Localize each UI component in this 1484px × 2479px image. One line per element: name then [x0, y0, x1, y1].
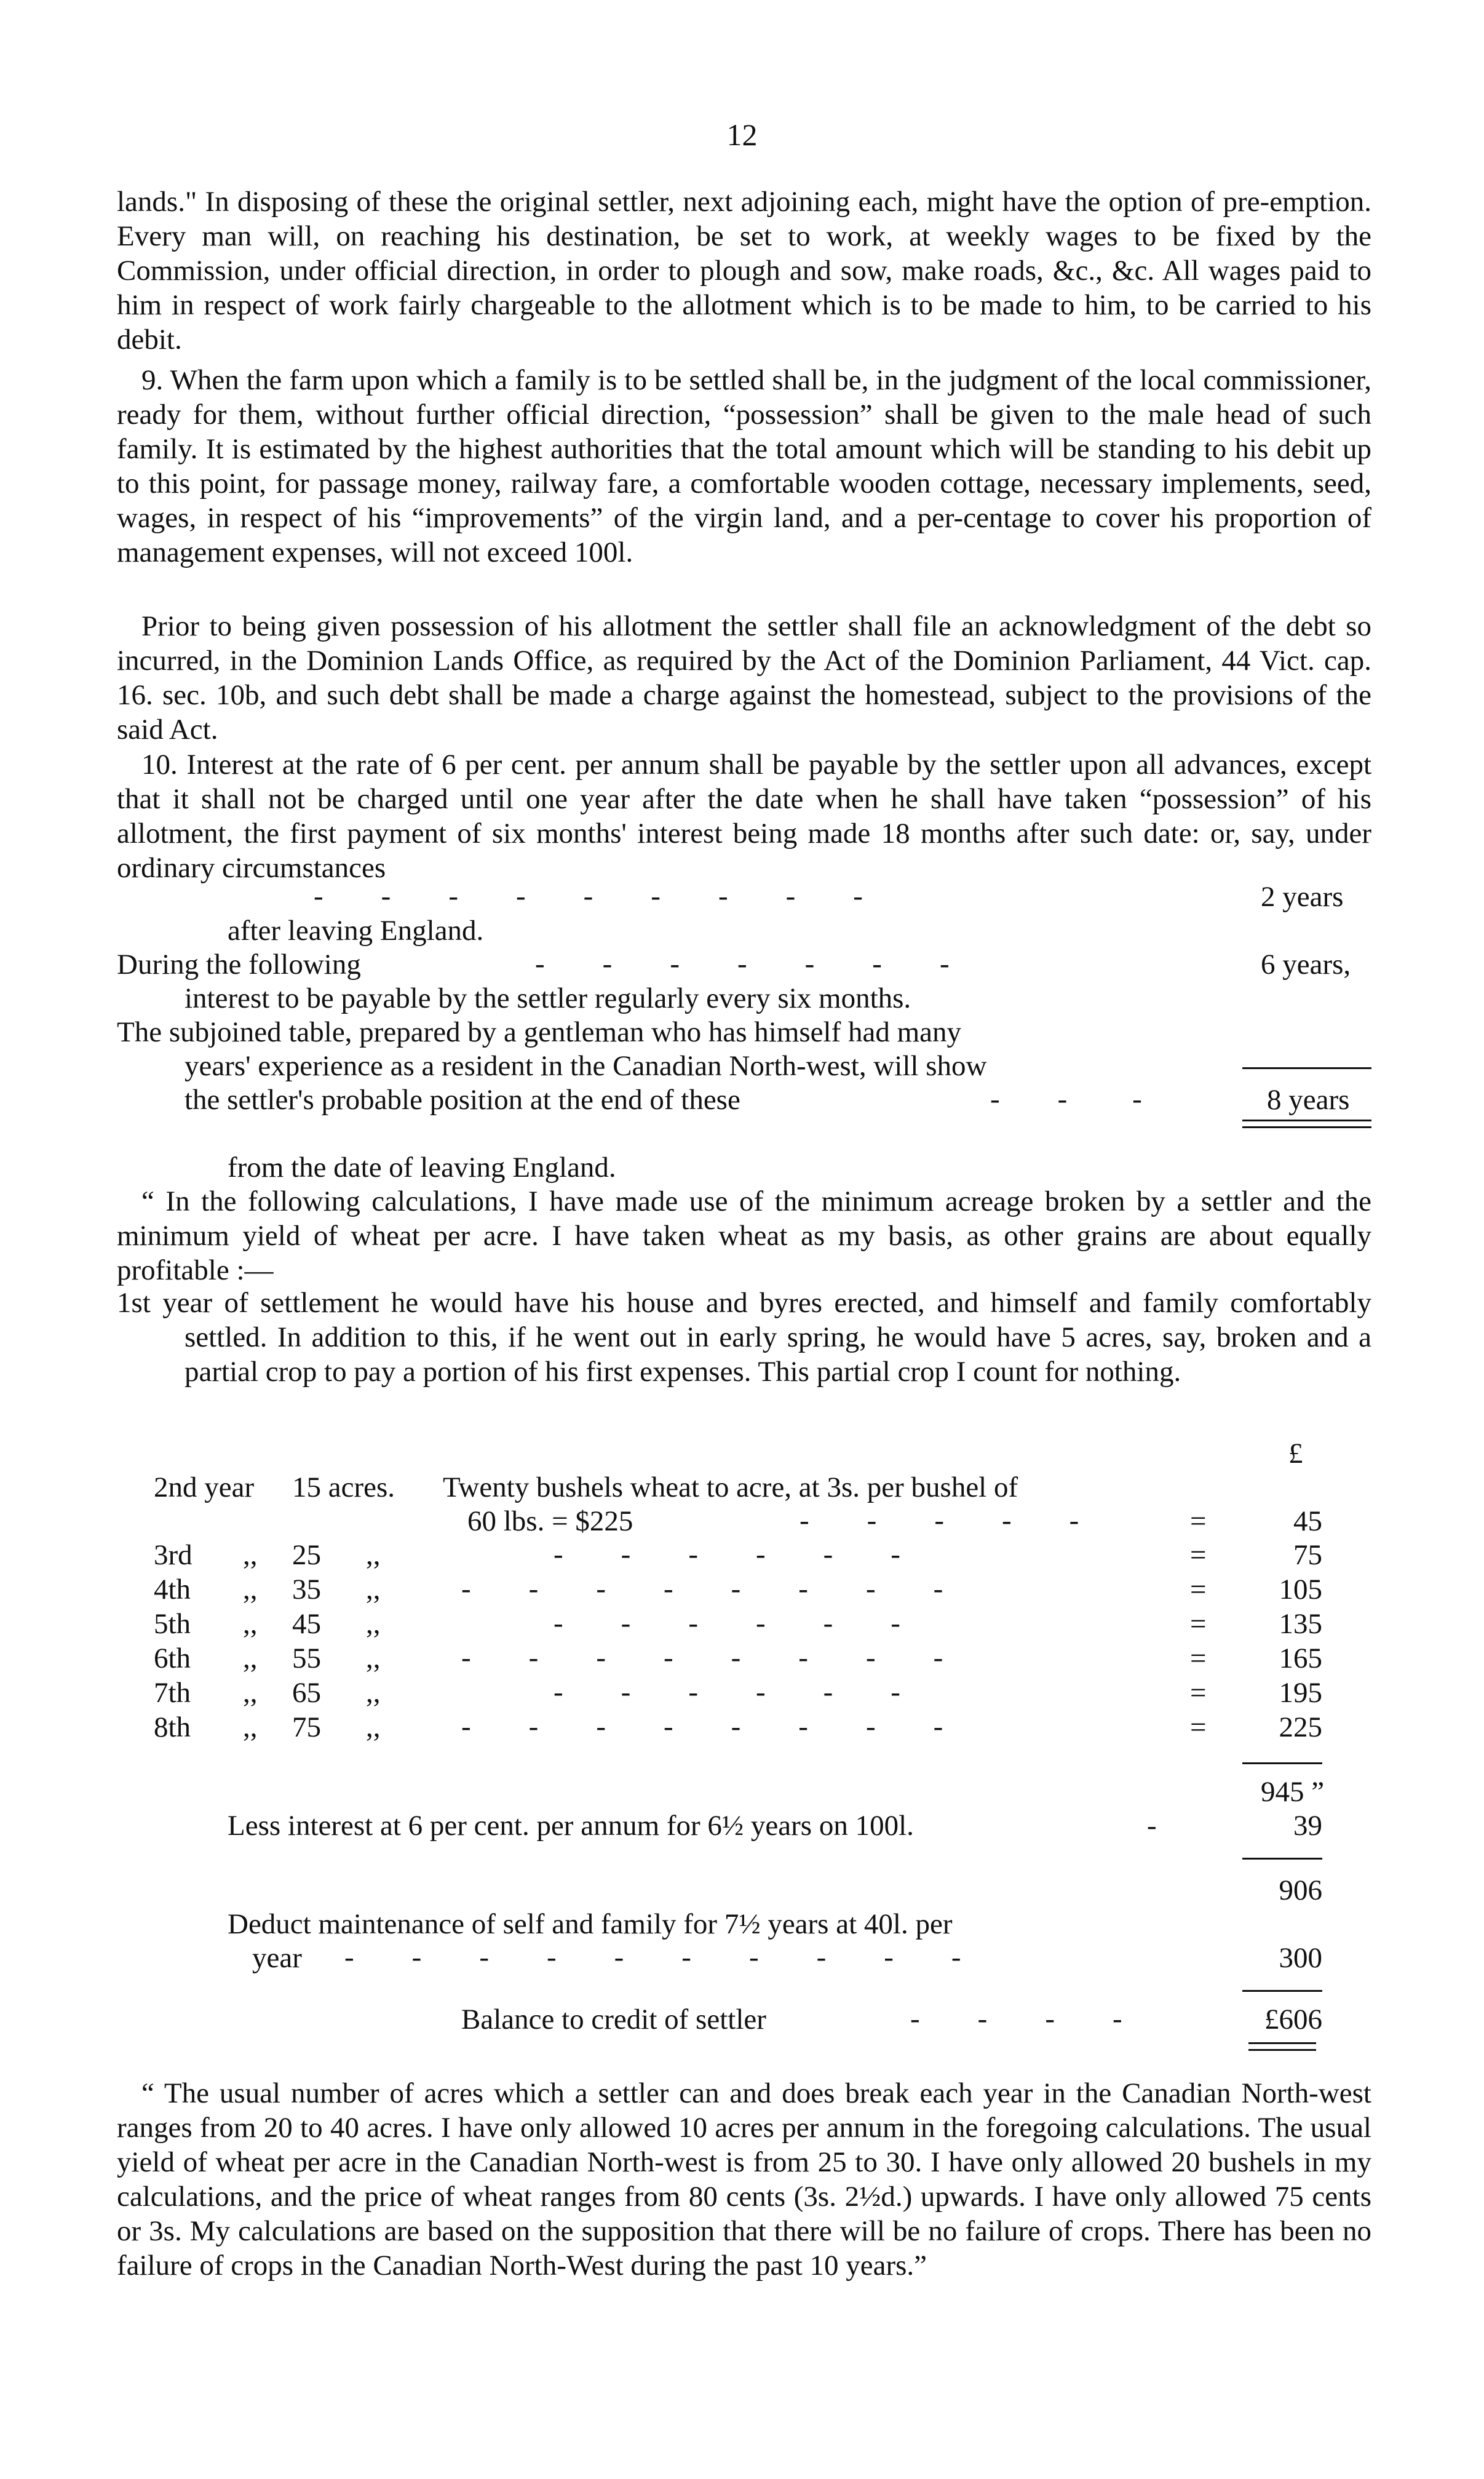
- dash-leader-deduct: - - - - - - - - - -: [344, 1941, 961, 1973]
- dash-leader-2: - - - - - - -: [535, 948, 950, 980]
- row-ditto: ,,: [366, 1574, 381, 1606]
- row-year: 6th: [154, 1642, 191, 1674]
- total-period: 8 years: [1267, 1084, 1350, 1116]
- row-amount: 135: [1279, 1608, 1322, 1640]
- row-dash-leader: - - - - - - - -: [461, 1711, 943, 1743]
- period-2-label: During the following: [117, 949, 361, 981]
- period-1-note: after leaving England.: [228, 915, 484, 947]
- deduct-rule: [1242, 1990, 1322, 1992]
- dash-leader-1: - - - - - - - - -: [314, 880, 863, 912]
- dash-leader-3: - - -: [990, 1083, 1142, 1115]
- row2-desc-line-1: Twenty bushels wheat to acre, at 3s. per bushel of: [443, 1471, 1018, 1503]
- row-amount: 165: [1279, 1642, 1322, 1674]
- row-amount: 105: [1279, 1574, 1322, 1606]
- paragraph-9: 9. When the farm upon which a family is to be settled shall be, in the judgment of the local commissioner, ready for them, without further official direction, “possession” shall be given to the male head of such family. It is estimated by the highest authorities that the total amount which will be standing to his debit up to this point, for passage money, railway fare, a comfortable wooden cottage, necessary implements, seed, wages, in respect of his “improvements” of the virgin land, and a per-centage to cover his proportion of management expenses, will not exceed 100l.: [117, 364, 1371, 568]
- row2-amount: 45: [1293, 1505, 1322, 1537]
- balance-double-rule: [1248, 2042, 1316, 2051]
- row-dash-leader: - - - - - -: [554, 1538, 900, 1570]
- row-acres: 65: [292, 1677, 321, 1709]
- balance-label: Balance to credit of settler: [461, 2003, 766, 2035]
- table-intro-line-3: the settler's probable position at the end of these: [185, 1084, 740, 1116]
- row-dash-leader: - - - - - -: [554, 1676, 900, 1708]
- interest-rule: [1242, 1858, 1322, 1860]
- row-ditto: ,,: [243, 1574, 258, 1606]
- row-ditto: ,,: [243, 1711, 258, 1743]
- row-acres: 35: [292, 1574, 321, 1606]
- row-ditto: ,,: [243, 1677, 258, 1709]
- row-equals: =: [1190, 1642, 1207, 1674]
- table-intro-line-2: years' experience as a resident in the Canadian North-west, will show: [185, 1050, 987, 1082]
- currency-header: £: [1288, 1438, 1303, 1470]
- sum-rule: [1242, 1067, 1371, 1069]
- row-ditto: ,,: [243, 1642, 258, 1674]
- row-ditto: ,,: [366, 1642, 381, 1674]
- row-dash-leader: - - - - - -: [554, 1607, 900, 1639]
- row-ditto: ,,: [366, 1539, 381, 1571]
- first-year-text: 1st year of settlement he would have his house and byres erected, and himself and family comfortably settled. In addition to this, if he went out in early spring, he would have 5 acres, say, broken and a partial crop to pay a portion of his first expenses. This partial crop I count for nothing.: [117, 1287, 1371, 1388]
- row-year: 4th: [154, 1574, 191, 1606]
- row-ditto: ,,: [243, 1539, 258, 1571]
- deduct-label-line-2: year: [252, 1942, 302, 1974]
- row-ditto: ,,: [366, 1711, 381, 1743]
- row2-acres: 15 acres.: [292, 1471, 395, 1503]
- period-2-value: 6 years,: [1261, 949, 1351, 981]
- row-amount: 225: [1279, 1711, 1322, 1743]
- row-equals: =: [1190, 1608, 1207, 1640]
- dash-leader-row2: - - - - -: [800, 1505, 1079, 1537]
- quote-calculations: “ In the following calculations, I have made use of the minimum acreage broken by a settler and the minimum yield of wheat per acre. I have taken wheat as my basis, as other grains are about equally profitable :—: [117, 1185, 1371, 1286]
- row-amount: 75: [1293, 1539, 1322, 1571]
- period-1-value: 2 years: [1261, 881, 1344, 913]
- row-equals: =: [1190, 1677, 1207, 1709]
- paragraph-lands: lands." In disposing of these the original settler, next adjoining each, might have the option of pre-emption. Every man will, on reaching his destination, be set to work, at weekly wages to be fixed by the Commission, under official direction, in order to plough and sow, make roads, &c., &c. All wages paid to him in respect of work fairly chargeable to the allotment which is to be made to him, to be carried to his debit.: [117, 186, 1371, 356]
- row-year: 7th: [154, 1677, 191, 1709]
- row-equals: =: [1190, 1574, 1207, 1606]
- subtotal: 945 ”: [1261, 1776, 1325, 1808]
- paragraph-10: 10. Interest at the rate of 6 per cent. per annum shall be payable by the settler upon all advances, except that it shall not be charged until one year after the date when he shall have taken “possession” of his allotment, the first payment of six months' interest being made 18 months after such date: or, say, under ordinary circumstances: [117, 749, 1371, 884]
- from-date: from the date of leaving England.: [228, 1152, 616, 1184]
- after-interest-value: 906: [1279, 1874, 1322, 1906]
- less-interest-label: Less interest at 6 per cent. per annum for 6½ years on 100l.: [228, 1810, 914, 1842]
- row2-equals: =: [1190, 1505, 1207, 1537]
- balance-value: £606: [1264, 2003, 1322, 2035]
- row-acres: 45: [292, 1608, 321, 1640]
- row-ditto: ,,: [366, 1608, 381, 1640]
- row-equals: =: [1190, 1711, 1207, 1743]
- row-acres: 25: [292, 1539, 321, 1571]
- deduct-label-line-1: Deduct maintenance of self and family for 7½ years at 40l. per: [228, 1908, 953, 1940]
- row-dash-leader: - - - - - - - -: [461, 1573, 943, 1605]
- row-equals: =: [1190, 1539, 1207, 1571]
- row-year: 5th: [154, 1608, 191, 1640]
- row-year: 8th: [154, 1711, 191, 1743]
- less-interest-value: 39: [1293, 1810, 1322, 1842]
- dash-leader-balance: - - - -: [910, 2003, 1122, 2035]
- row-ditto: ,,: [366, 1677, 381, 1709]
- total-double-rule: [1242, 1120, 1371, 1128]
- quote-usual-acres: “ The usual number of acres which a settler can and does break each year in the Canadian North-west ranges from 20 to 40 acres. I have only allowed 10 acres per annum in the foregoing calculations. The usual yield of wheat per acre in the Canadian North-west is from 25 to 30. I have only allowed 20 bushels in my calculations, and the price of wheat ranges from 80 cents (3s. 2½d.) upwards. I have only allowed 75 cents or 3s. My calculations are based on the supposition that there will be no failure of crops. There has been no failure of crops in the Canadian North-West during the past 10 years.”: [117, 2077, 1371, 2282]
- subtotal-rule: [1242, 1762, 1322, 1764]
- table-intro-line-1: The subjoined table, prepared by a gentleman who has himself had many: [117, 1016, 962, 1048]
- deduct-value: 300: [1279, 1942, 1322, 1974]
- paragraph-prior: Prior to being given possession of his allotment the settler shall file an acknowledgment of the debt so incurred, in the Dominion Lands Office, as required by the Act of the Dominion Parliament, 44 Vict. cap. 16. sec. 10b, and such debt shall be made a charge against the homestead, subject to the provisions of the said Act.: [117, 610, 1371, 746]
- period-2-note: interest to be payable by the settler regularly every six months.: [185, 982, 911, 1014]
- row-amount: 195: [1279, 1677, 1322, 1709]
- dash-leader-interest: -: [1147, 1810, 1157, 1842]
- row-acres: 75: [292, 1711, 321, 1743]
- row2-desc-line-2: 60 lbs. = $225: [467, 1505, 633, 1537]
- row-year: 3rd: [154, 1539, 192, 1571]
- row2-year: 2nd year: [154, 1471, 255, 1503]
- row-acres: 55: [292, 1642, 321, 1674]
- page-number: 12: [726, 117, 758, 152]
- row-ditto: ,,: [243, 1608, 258, 1640]
- row-dash-leader: - - - - - - - -: [461, 1642, 943, 1674]
